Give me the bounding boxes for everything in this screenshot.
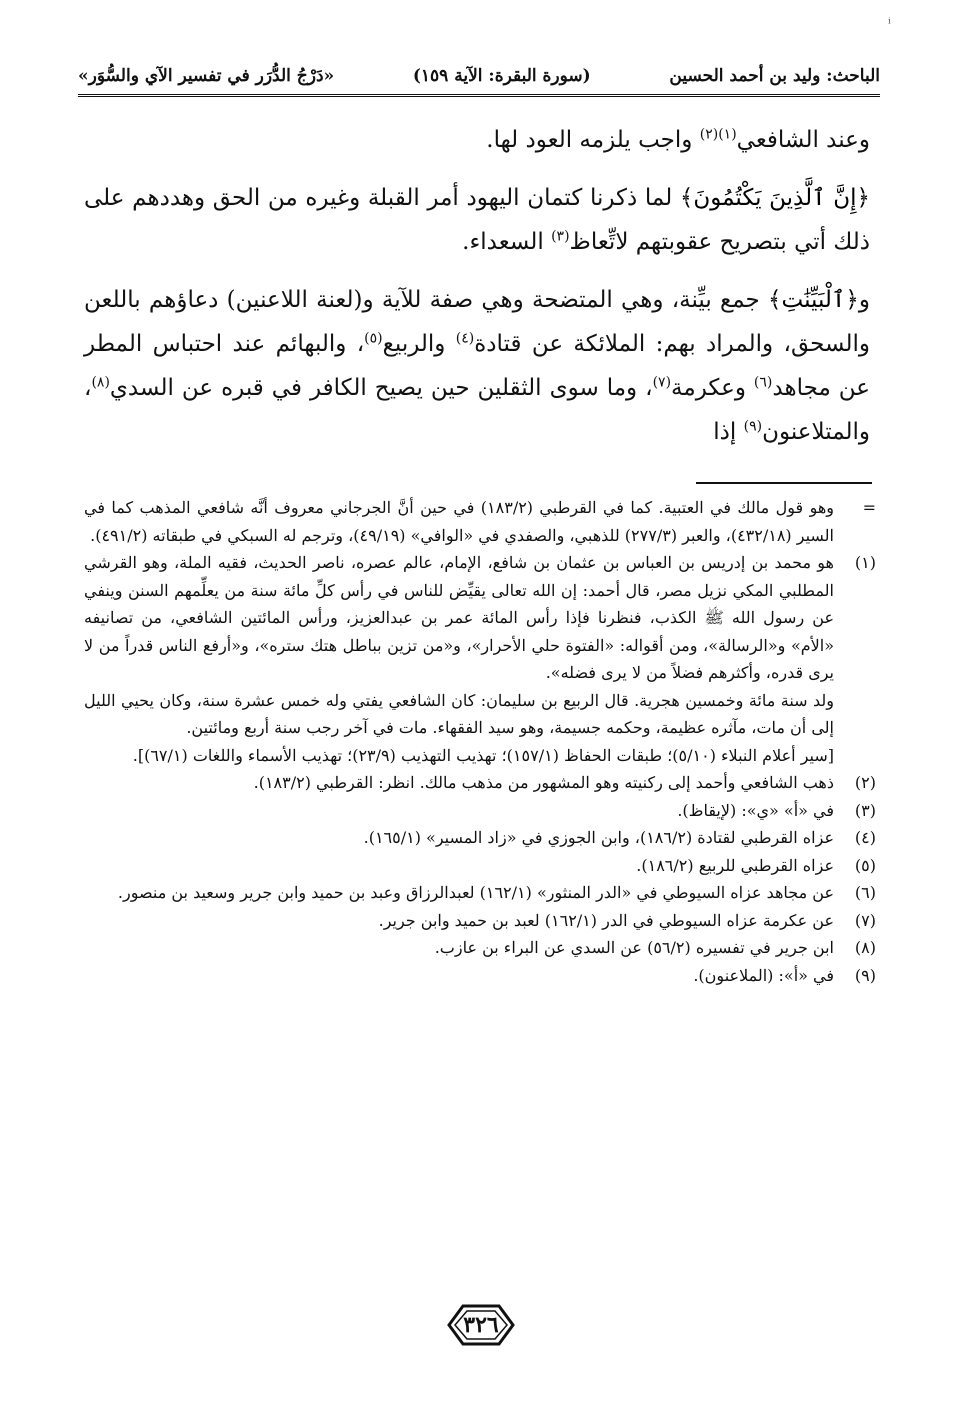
scan-corner-mark: ⁱ [888, 16, 891, 32]
footnote-7 [84, 907, 876, 935]
footnote-body [84, 549, 834, 769]
header-author: الباحث: وليد بن أحمد الحسين [669, 66, 880, 86]
footnote-number: (٩) [854, 965, 876, 985]
footnote-ref: (٦) [753, 374, 773, 391]
footnote-text: في «أ» «ي»: (لإيقاظ). [677, 800, 834, 820]
paragraph-3 [84, 278, 870, 454]
footnote-number: (٣) [854, 800, 876, 820]
quran-verse: ﴿إِنَّ ٱلَّذِينَ يَكْتُمُونَ﴾ [679, 185, 871, 211]
footnote-continuation [84, 494, 876, 549]
text-span: واجب يلزمه العود لها. [486, 127, 700, 153]
page-number: ٣٢٦ [463, 1312, 499, 1338]
header-book-title: «دَرْجُ الدُّرَر في تفسير الآي والسُّوَر» [78, 66, 335, 86]
footnote-text: ذهب الشافعي وأحمد إلى ركنيته وهو المشهور من مذهب مالك. انظر: القرطبي (١٨٣/٢). [253, 773, 834, 792]
text-span: وعند الشافعي [736, 127, 870, 153]
footnote-8 [84, 934, 876, 962]
footnote-ref: (٧) [652, 374, 672, 391]
footnote-number: (١) [854, 553, 876, 572]
footnote-5 [84, 852, 876, 880]
text-span: ، وما سوى الثقلين حين يصيح الكافر في قبره عن السدي [109, 375, 653, 401]
footnote-4 [84, 824, 876, 852]
footnote-text: وهو قول مالك في العتبية. كما في القرطبي (١٨٣/٢) في حين أنَّ الجرجاني معروف أنَّه شافعي المذهب كما في السير (٤٣٢/١٨)، والعبر (٢٧٧/٣) للذهبي، والصفدي في «الوافي» (٤٩/١٩)، وترجم له السبكي في طبقاته (٤٩١/٢). [84, 498, 834, 545]
page-number-ornament [441, 1300, 521, 1350]
header-rule [78, 94, 880, 97]
main-text [84, 118, 870, 468]
footnote-ref: (٤) [455, 330, 475, 347]
text-span: ، والبهائم عند احتباس المطر عن مجاهد [84, 331, 870, 401]
footnote-text: ابن جرير في تفسيره (٥٦/٢) عن السدي عن البراء بن عازب. [434, 938, 834, 957]
footnote-text: ولد سنة مائة وخمسين هجرية. قال الربيع بن سليمان: كان الشافعي يفتي وله خمس عشرة سنة، وكان يحيي الليل إلى أن مات، مآثره عظيمة، وحكمه جسيمة، وهو سيد الفقهاء. مات في آخر رجب سنة أربع ومائتين. [84, 690, 835, 737]
footnote-number: (٦) [854, 883, 876, 902]
text-span: جمع بيِّنة، وهي المتضحة وهي صفة للآية و(لعنة اللاعنين) دعاؤهم باللعن والسحق، والمراد بهم: الملائكة عن قتادة [84, 287, 870, 357]
continuation-marker: = [862, 498, 876, 517]
paragraph-1 [84, 118, 870, 162]
footnote-ref: (٢) [699, 126, 719, 143]
footnote-ref: (١) [718, 126, 737, 143]
quran-verse: ﴿ٱلْبَيِّنَٰتِ﴾ [768, 287, 859, 313]
footnote-text: في «أ»: (الملاعنون). [693, 965, 834, 985]
text-span: و [858, 287, 870, 313]
footnote-text: عن عكرمة عزاه السيوطي في الدر (١٦٢/١) لعبد بن حميد وابن جرير. [378, 910, 834, 930]
footnote-separator [696, 482, 872, 484]
footnote-number: (٥) [854, 855, 876, 875]
running-header [78, 60, 880, 92]
text-span: والربيع [382, 331, 456, 357]
text-span: ، والمتلاعنون [84, 375, 870, 445]
footnote-ref: (٣) [551, 228, 570, 245]
footnote-text: عزاه القرطبي لقتادة (١٨٦/٢)، وابن الجوزي في «زاد المسير» (١٦٥/١). [363, 828, 834, 847]
text-span: وعكرمة [671, 375, 754, 401]
footnote-sources: [سير أعلام النبلاء (٥/١٠)؛ طبقات الحفاظ (١٥٧/١)؛ تهذيب التهذيب (٢٣/٩)؛ تهذيب الأسماء واللغات (٦٧/١)]. [132, 745, 834, 765]
text-span: لما ذكرنا كتمان اليهود أمر القبلة وغيره من الحق وهددهم على ذلك أتي بتصريح عقوبتهم لاتِّعاظ [84, 185, 870, 255]
footnote-number: (٨) [854, 938, 876, 957]
footnote-3 [84, 797, 876, 825]
footnote-ref: (٩) [743, 418, 763, 435]
footnote-9 [84, 962, 876, 990]
footnote-1 [84, 549, 876, 769]
footnote-text: عزاه القرطبي للربيع (١٨٦/٢). [636, 855, 834, 875]
footnote-ref: (٥) [364, 330, 383, 347]
footnote-text: عن مجاهد عزاه السيوطي في «الدر المنثور» (١٦٢/١) لعبدالرزاق وعبد بن حميد وابن جرير وسعيد بن منصور. [117, 883, 834, 902]
footnote-2 [84, 769, 876, 797]
text-span: السعداء. [462, 229, 552, 255]
footnote-6 [84, 879, 876, 907]
footnotes [84, 494, 876, 989]
footnote-number: (٤) [854, 828, 876, 847]
paragraph-2 [84, 176, 870, 264]
header-section: (سورة البقرة: الآية ١٥٩) [412, 66, 591, 86]
footnote-number: (٧) [854, 910, 876, 930]
footnote-text: هو محمد بن إدريس بن العباس بن عثمان بن شافع، الإمام، عالم عصره، ناصر الحديث، فقيه الملة، وهو القرشي المطلبي المكي نزيل مصر، قال أحمد: إن الله تعالى يقيِّض للناس في رأس كلِّ مائة سنة من يعلِّمهم السنن وينفي عن رسول الله ﷺ الكذب، فنظرنا فإذا رأس المائة عمر بن عبدالعزيز، ورأس المائتين الشافعي، من تصانيفه «الأم» و«الرسالة»، ومن أقواله: «الفتوة حلي الأحرار»، و«من تزين بباطل هتك ستره»، و«أرفع الناس قدراً من لا يرى قدره، وأكثرهم فضلاً من لا يرى فضله». [84, 553, 834, 682]
text-span: إذا [713, 419, 744, 445]
footnote-number: (٢) [854, 773, 876, 792]
footnote-ref: (٨) [91, 374, 110, 391]
